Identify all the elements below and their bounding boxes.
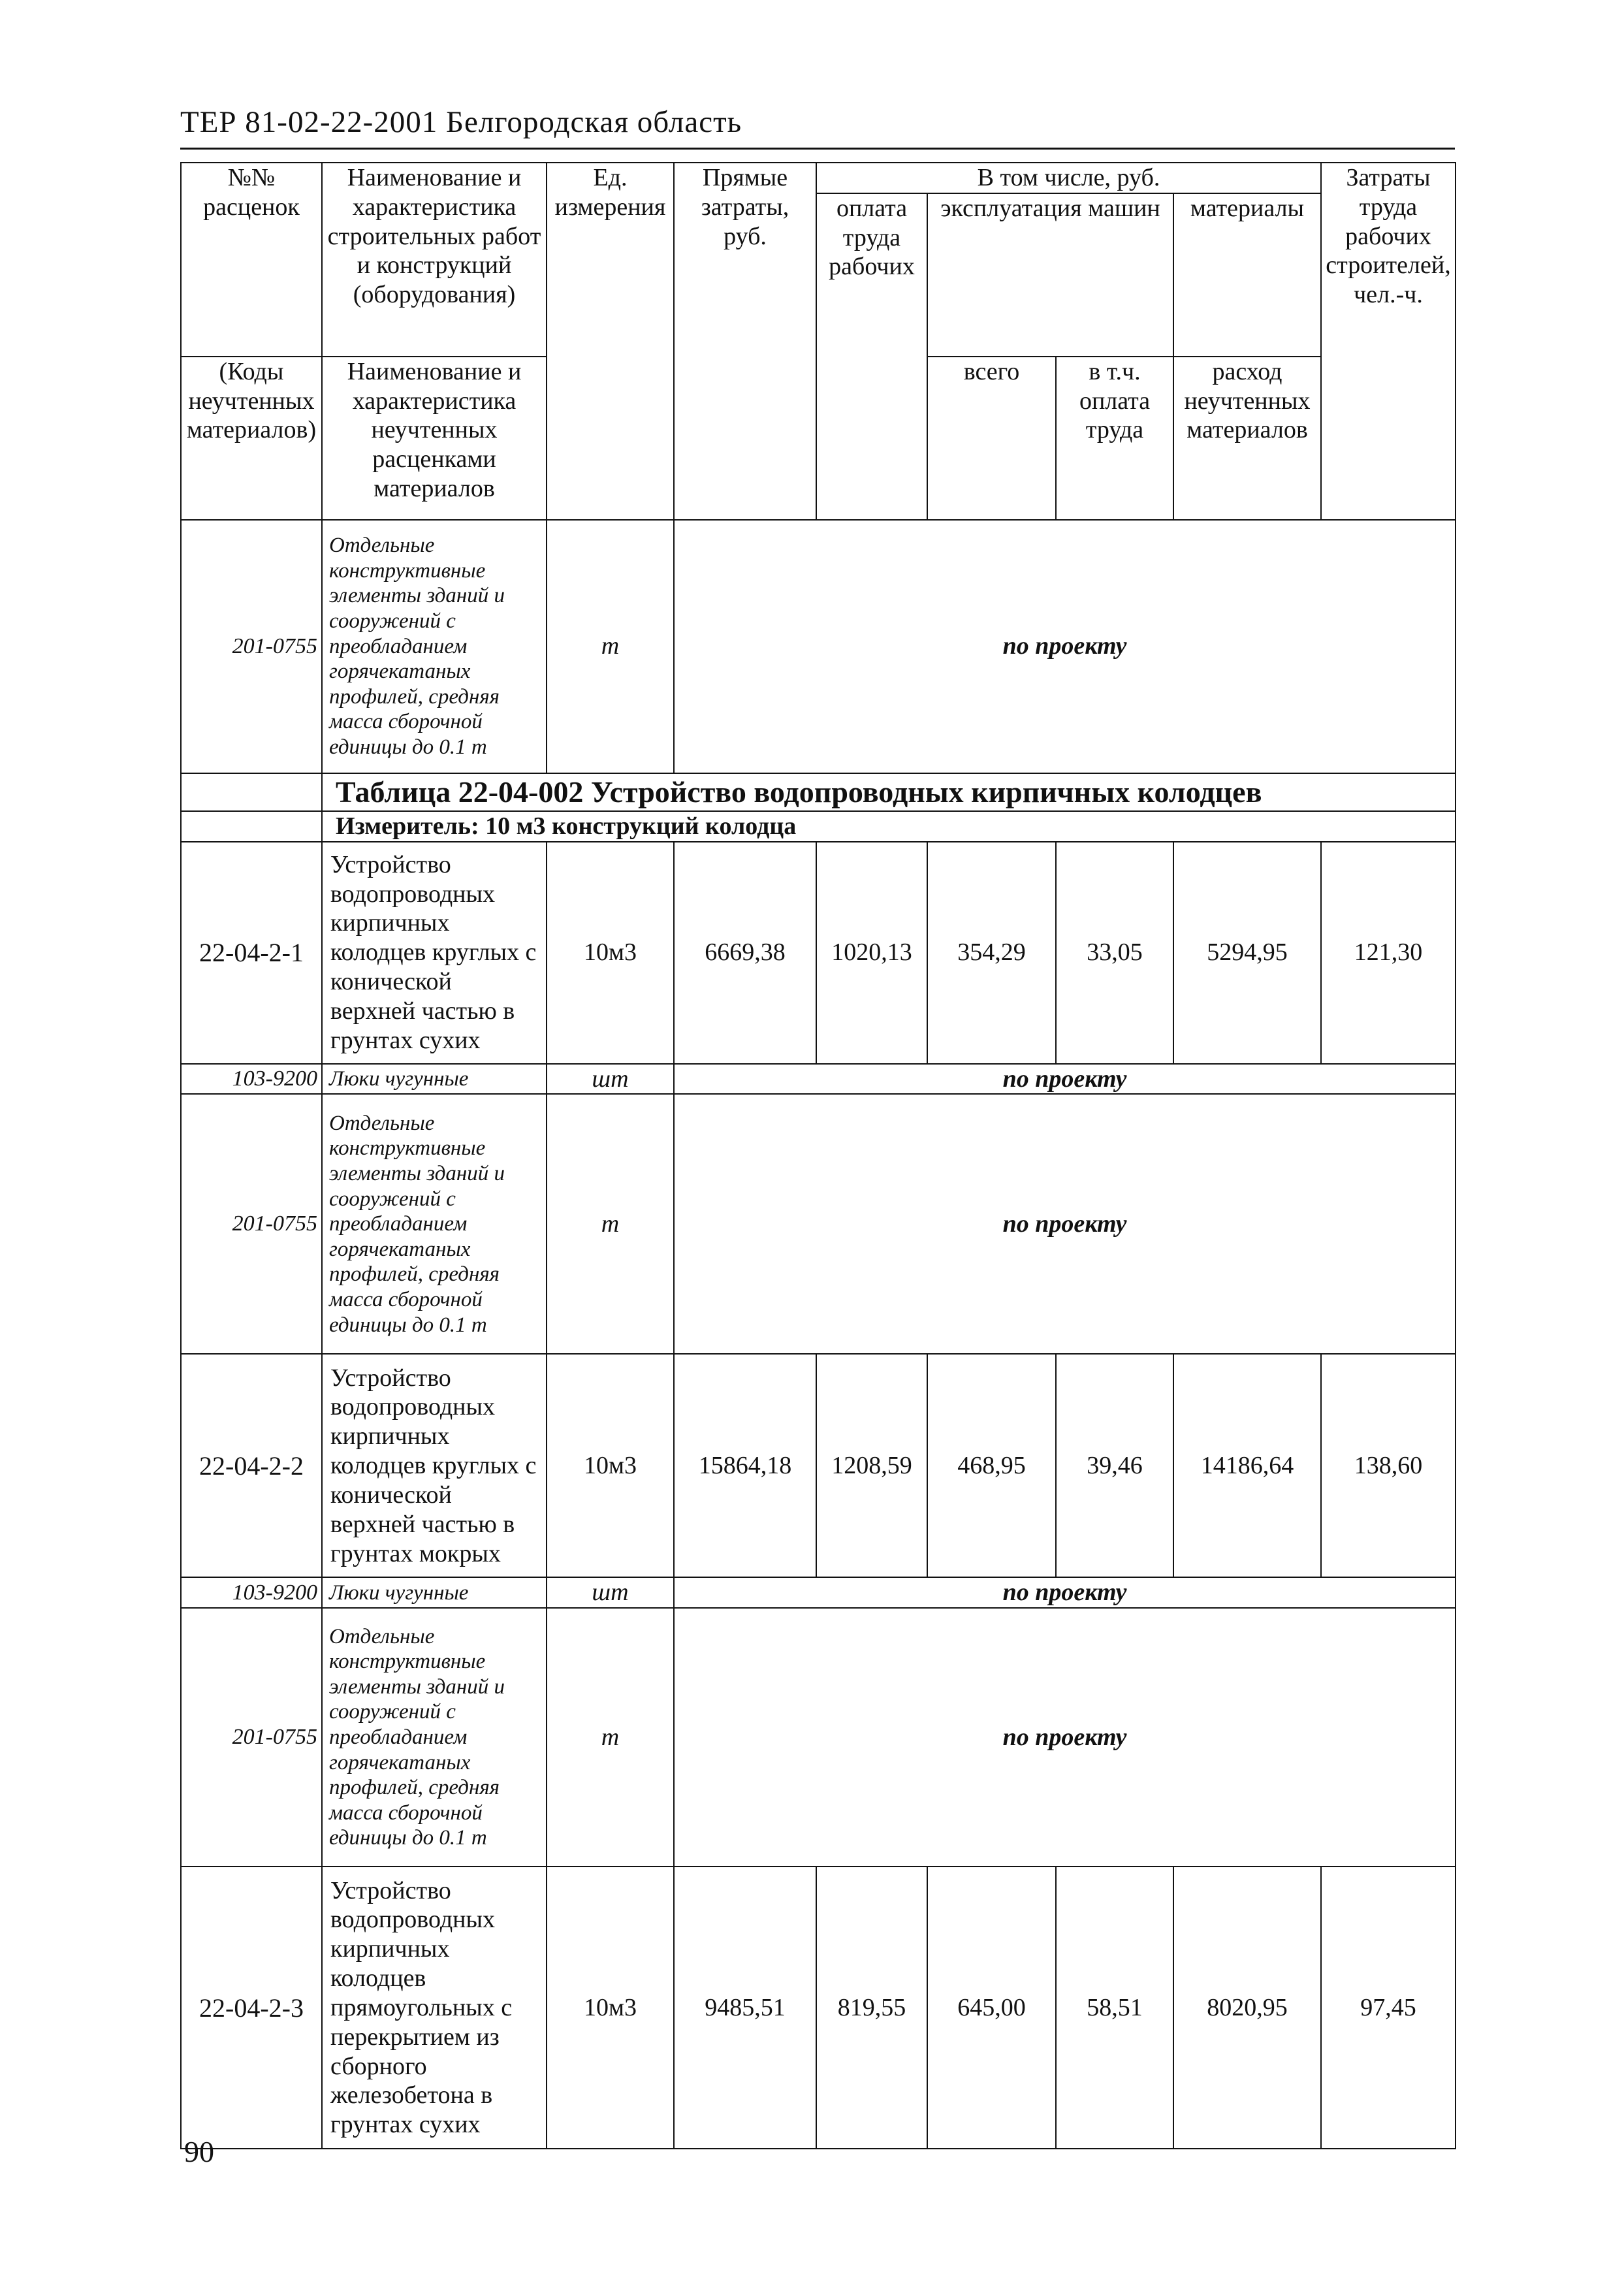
rate-materials: 5294,95: [1173, 842, 1321, 1064]
material-unit: т: [547, 520, 674, 773]
col-header-incl-pay: в т.ч. оплата труда: [1056, 357, 1173, 520]
material-row: [181, 520, 1456, 773]
rate-unit: 10м3: [547, 1867, 674, 2149]
rate-unit: 10м3: [547, 842, 674, 1064]
rate-row: [181, 1867, 1456, 2149]
page-number: 90: [184, 2135, 214, 2168]
rate-mach-pay: 58,51: [1056, 1867, 1173, 2149]
hatch-note: по проекту: [674, 1577, 1456, 1608]
hatch-name: Люки чугунные: [322, 1064, 547, 1095]
rate-labor-cost: 138,60: [1321, 1354, 1456, 1577]
col-header-total: всего: [927, 357, 1056, 520]
hatch-unit: шт: [547, 1577, 674, 1608]
header-rule: [180, 148, 1455, 150]
rate-code: 22-04-2-1: [181, 842, 322, 1064]
hatch-note: по проекту: [674, 1064, 1456, 1095]
table-title: Таблица 22-04-002 Устройство водопроводных кирпичных колодцев: [322, 773, 1456, 811]
rate-labor-cost: 121,30: [1321, 842, 1456, 1064]
rate-unit: 10м3: [547, 1354, 674, 1577]
col-header-mat-usage: расход неучтенных материалов: [1173, 357, 1321, 520]
rate-labor-pay: 1020,13: [816, 842, 927, 1064]
material-note: по проекту: [674, 520, 1456, 773]
rate-row: [181, 1354, 1456, 1577]
col-header-materials: материалы: [1173, 193, 1321, 357]
rate-direct: 15864,18: [674, 1354, 816, 1577]
col-header-code: №№ расценок: [181, 163, 322, 357]
col-header-labor-cost: Затраты труда рабочих строителей, чел.-ч.: [1321, 163, 1456, 520]
rate-direct: 6669,38: [674, 842, 816, 1064]
rate-name: Устройство водопроводных кирпичных колодцев круглых с конической верхней частью в грунтах мокрых: [322, 1354, 547, 1577]
rate-name: Устройство водопроводных кирпичных колодцев прямоугольных с перекрытием из сборного железобетона в грунтах сухих: [322, 1867, 547, 2149]
measure-unit: Измеритель: 10 м3 конструкций колодца: [322, 811, 1456, 842]
rate-row: [181, 842, 1456, 1064]
hatch-row: [181, 1064, 1456, 1095]
rate-code: 22-04-2-2: [181, 1354, 322, 1577]
rate-name: Устройство водопроводных кирпичных колодцев круглых с конической верхней частью в грунтах сухих: [322, 842, 547, 1064]
material-name: Отдельные конструктивные элементы зданий и сооружений с преобладанием горячекатаных профилей, средняя масса сборочной единицы до 0.1 т: [322, 520, 547, 773]
material-row: [181, 1094, 1456, 1354]
rate-mach-total: 645,00: [927, 1867, 1056, 2149]
col-header-incl: В том числе, руб.: [816, 163, 1321, 193]
col-header-labor-pay: оплата труда рабочих: [816, 193, 927, 520]
col-header-code2: (Коды неучтенных материалов): [181, 357, 322, 520]
rate-mach-total: 354,29: [927, 842, 1056, 1064]
material-note: по проекту: [674, 1608, 1456, 1867]
hatch-code: 103-9200: [181, 1064, 322, 1095]
rate-labor-pay: 819,55: [816, 1867, 927, 2149]
rate-labor-pay: 1208,59: [816, 1354, 927, 1577]
material-unit: т: [547, 1608, 674, 1867]
rate-mach-total: 468,95: [927, 1354, 1056, 1577]
material-unit: т: [547, 1094, 674, 1354]
material-name: Отдельные конструктивные элементы зданий и сооружений с преобладанием горячекатаных профилей, средняя масса сборочной единицы до 0.1 т: [322, 1094, 547, 1354]
material-code: 201-0755: [181, 1094, 322, 1354]
material-code: 201-0755: [181, 520, 322, 773]
measure-spacer: [181, 811, 322, 842]
col-header-unit: Ед. измерения: [547, 163, 674, 520]
table-title-row: [181, 773, 1456, 811]
rate-materials: 14186,64: [1173, 1354, 1321, 1577]
rate-code: 22-04-2-3: [181, 1867, 322, 2149]
material-code: 201-0755: [181, 1608, 322, 1867]
rate-labor-cost: 97,45: [1321, 1867, 1456, 2149]
material-name: Отдельные конструктивные элементы зданий и сооружений с преобладанием горячекатаных профилей, средняя масса сборочной единицы до 0.1 т: [322, 1608, 547, 1867]
hatch-unit: шт: [547, 1064, 674, 1095]
material-note: по проекту: [674, 1094, 1456, 1354]
rate-mach-pay: 39,46: [1056, 1354, 1173, 1577]
col-header-direct: Прямые затраты, руб.: [674, 163, 816, 520]
col-header-name2: Наименование и характеристика неучтенных расценками материалов: [322, 357, 547, 520]
table-title-spacer: [181, 773, 322, 811]
rate-mach-pay: 33,05: [1056, 842, 1173, 1064]
measure-row: [181, 811, 1456, 842]
hatch-code: 103-9200: [181, 1577, 322, 1608]
col-header-machines: эксплуатация машин: [927, 193, 1173, 357]
material-row: [181, 1608, 1456, 1867]
rate-materials: 8020,95: [1173, 1867, 1321, 2149]
price-table: [180, 162, 1456, 2149]
hatch-row: [181, 1577, 1456, 1608]
page-header-title: ТЕР 81-02-22-2001 Белгородская область: [180, 105, 742, 139]
rate-direct: 9485,51: [674, 1867, 816, 2149]
hatch-name: Люки чугунные: [322, 1577, 547, 1608]
header-row-1: [181, 163, 1456, 193]
col-header-name: Наименование и характеристика строительных работ и конструкций (оборудования): [322, 163, 547, 357]
